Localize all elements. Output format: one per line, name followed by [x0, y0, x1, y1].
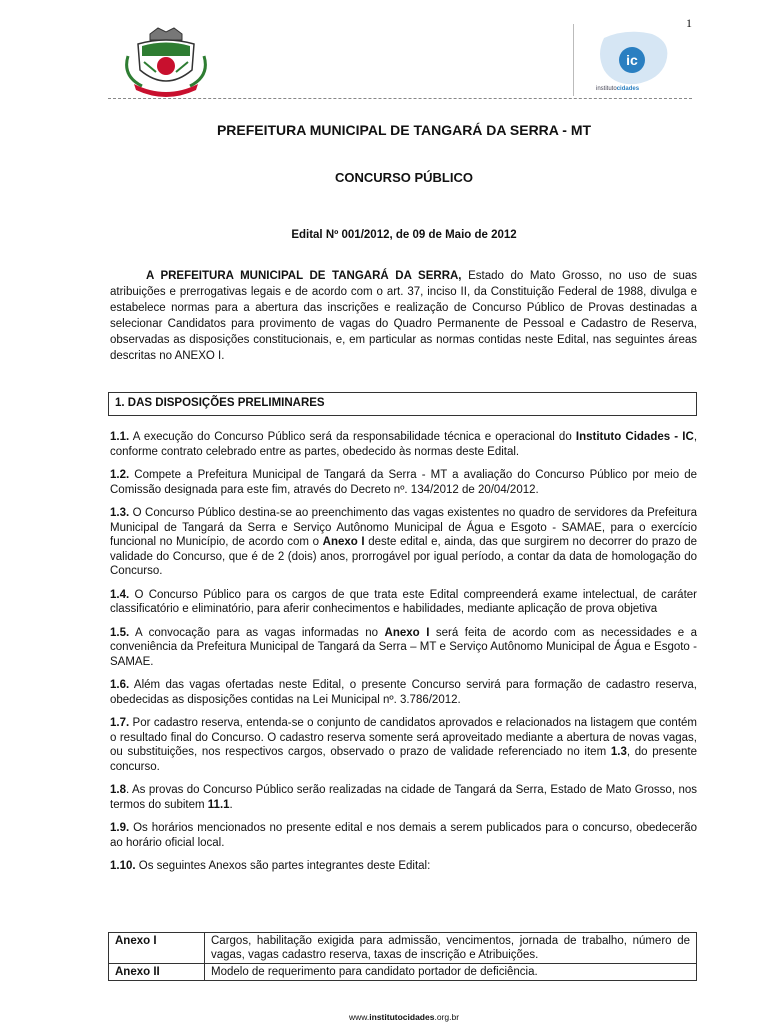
- footer-url[interactable]: www.institutocidades.org.br: [348, 1012, 460, 1022]
- page-number: 1: [686, 16, 692, 30]
- document-subtitle: CONCURSO PÚBLICO: [335, 170, 473, 185]
- annex-key: Anexo II: [109, 964, 205, 981]
- provisions-list: [110, 430, 697, 883]
- item-1-9: 1.9. Os horários mencionados no presente edital e nos demais a serem publicados para o concurso, obedecerão ao horário oficial local.: [110, 822, 697, 849]
- item-1-7: 1.7. Por cadastro reserva, entenda-se o conjunto de candidatos aprovados e relacionados na listagem que contém o resultado final do Concurso. O cadastro reserva somente será aproveitado mediante a abertura de novas vagas, ou substituições, nos respectivos cargos, observado o prazo de validade referenciado no item 1.3, do presente concurso.: [110, 717, 697, 773]
- section-title: 1. DAS DISPOSIÇÕES PRELIMINARES: [115, 397, 325, 409]
- instituto-cidades-logo: [573, 24, 692, 96]
- item-1-5: 1.5. A convocação para as vagas informadas no Anexo I será feita de acordo com as necessidades e a conveniência da Prefeitura Municipal de Tangará da Serra – MT e Serviço Autônomo Municipal de Água e Esgoto - SAMAE.: [110, 626, 698, 668]
- item-1-1: 1.1. A execução do Concurso Público será da responsabilidade técnica e operacional do Instituto Cidades - IC, conforme contrato celebrado entre as partes, obedecido às normas deste Edital.: [110, 431, 698, 458]
- header-divider: [108, 98, 692, 99]
- annex-table: [108, 932, 697, 981]
- document-header: [108, 24, 692, 100]
- table-row: [109, 933, 697, 964]
- edital-reference: Edital Nº 001/2012, de 09 de Maio de 2012: [291, 229, 517, 241]
- logo-mark-text: ic: [626, 52, 638, 68]
- item-1-8: 1.8. As provas do Concurso Público serão realizadas na cidade de Tangará da Serra, Estado de Mato Grosso, nos termos do subitem 11.1.: [110, 784, 697, 811]
- municipal-crest-icon: [120, 26, 212, 98]
- table-row: [109, 964, 697, 981]
- intro-paragraph: A PREFEITURA MUNICIPAL DE TANGARÁ DA SERRA, Estado do Mato Grosso, no uso de suas atribuições e prerrogativas legais e de acordo com o art. 37, inciso II, da Constituição Federal de 1988, divulga e estabelece normas para a abertura das inscrições e realização de Concurso Público de Provas destinadas a selecionar Candidatos para provimento de vagas do Quadro Permanente de Pessoal e Cadastro de Reserva, observadas as disposições constitucionais, e, em particular as normas contidas neste Edital, nas seguintes áreas descritas no ANEXO I.: [110, 270, 697, 362]
- annex-key: Anexo I: [109, 933, 205, 964]
- annex-description: Cargos, habilitação exigida para admissão, vencimentos, jornada de trabalho, número de vagas, vagas cadastro reserva, taxas de inscrição e Atribuições.: [205, 933, 697, 964]
- section-heading-box: [108, 392, 697, 416]
- item-1-6: 1.6. Além das vagas ofertadas neste Edital, o presente Concurso servirá para formação de cadastro reserva, obedecidas as disposições contidas na Lei Municipal nº. 3.786/2012.: [110, 679, 697, 706]
- item-1-2: 1.2. Compete a Prefeitura Municipal de Tangará da Serra - MT a avaliação do Concurso Público por meio de Comissão designada para este fim, através do Decreto nº. 134/2012 de 20/04/2012.: [110, 469, 697, 496]
- logo-caption: institutocidades: [596, 86, 640, 92]
- item-1-4: 1.4. O Concurso Público para os cargos de que trata este Edital compreenderá exame intelectual, de caráter classificatório e eliminatório, para aferir conhecimentos e habilidades, mediante aplicação de prova objetiva: [110, 588, 697, 615]
- item-1-3: 1.3. O Concurso Público destina-se ao preenchimento das vagas existentes no quadro de servidores da Prefeitura Municipal de Tangará da Serra e Serviço Autônomo Municipal de Água e Esgoto - SAMAE, para o exercício funcional no Município, de acordo com o Anexo I deste edital e, ainda, das que surgirem no decorrer do prazo de validade do Concurso, que é de 2 (dois) anos, prorrogável por igual período, a contar da data de homologação do Concurso.: [110, 507, 697, 577]
- item-1-10: 1.10. Os seguintes Anexos são partes integrantes deste Edital:: [110, 860, 431, 872]
- annex-description: Modelo de requerimento para candidato portador de deficiência.: [205, 964, 697, 981]
- document-title: PREFEITURA MUNICIPAL DE TANGARÁ DA SERRA - MT: [216, 122, 592, 138]
